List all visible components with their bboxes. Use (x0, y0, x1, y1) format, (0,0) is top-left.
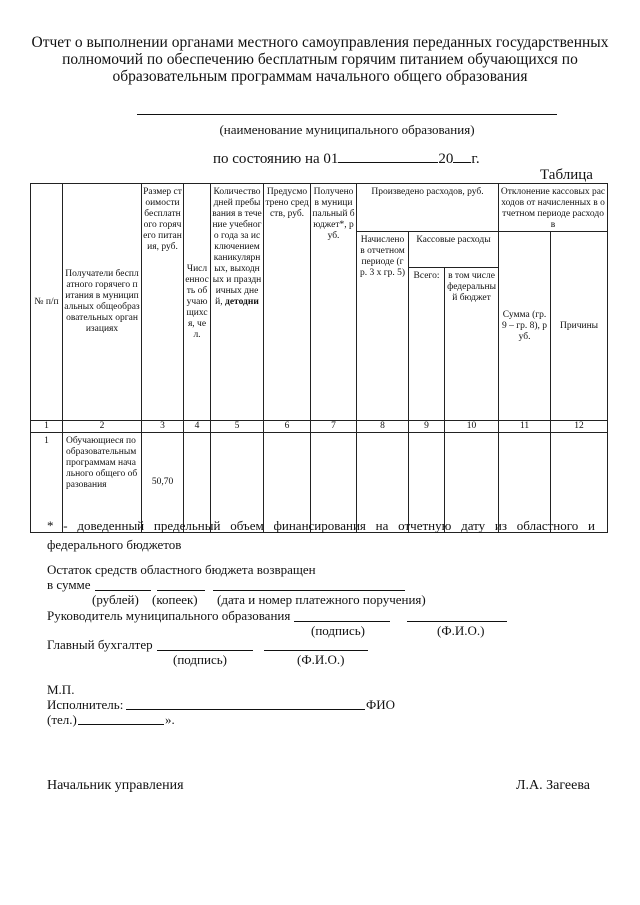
tel-line (78, 724, 164, 725)
state-suffix: г. (471, 151, 480, 167)
header-days (211, 184, 264, 421)
header-days-text: Количество дней пребывания в течение учебного года за исключением каникулярных, выходных и праздничных дней, (212, 187, 262, 307)
header-accrued: Начислено в отчетном периоде (гр. 3 х гр. 5) (357, 232, 409, 421)
executor-label: Исполнитель: (47, 697, 124, 712)
state-year-blank (453, 150, 471, 163)
column-number: 11 (499, 421, 551, 433)
accountant-fio-line (264, 650, 368, 651)
kop-caption: (копеек) (152, 592, 198, 607)
column-number: 1 (31, 421, 63, 433)
column-number: 5 (211, 421, 264, 433)
header-deviation: Отклонение кассовых расходов от начисленных в отчетном периоде расходов (499, 184, 608, 232)
rub-caption: (рублей) (92, 592, 139, 607)
executor-fio: ФИО (366, 697, 396, 712)
state-day-blank (338, 150, 438, 163)
kop-blank (157, 590, 205, 591)
tel-suffix: ». (165, 712, 175, 727)
column-number: 7 (311, 421, 357, 433)
header-num: № п/п (31, 184, 63, 421)
head-fio-caption: (Ф.И.О.) (437, 623, 485, 638)
stamp-place: М.П. (47, 682, 75, 697)
column-number: 6 (264, 421, 311, 433)
head-signature-line (294, 621, 390, 622)
header-federal: в том числе федеральный бюджет (445, 268, 499, 421)
report-table (30, 183, 608, 533)
in-sum-label: в сумме (47, 577, 91, 592)
chief-name: Л.А. Загеева (516, 778, 590, 793)
report-title: Отчет о выполнении органами местного самоуправления переданных государственных полномочий по обеспечению бесплатным горячим питанием обучающихся по образовательным программам начального общего образования (31, 34, 609, 85)
payment-blank (213, 590, 405, 591)
municipality-name-line (137, 114, 557, 115)
header-cost: Размер стоимости бесплатного горячего питания, руб. (142, 184, 184, 421)
column-number: 8 (357, 421, 409, 433)
head-label: Руководитель муниципального образования (47, 608, 291, 623)
row-num: 1 (31, 433, 63, 533)
header-reason: Причины (551, 232, 608, 421)
accountant-signature-line (157, 650, 253, 651)
rub-blank (95, 590, 151, 591)
header-received: Получено в муниципальный бюджет*, руб. (311, 184, 357, 421)
table-label: Таблица (540, 167, 593, 183)
column-number: 2 (63, 421, 142, 433)
header-total: Всего: (409, 268, 445, 421)
column-number: 12 (551, 421, 608, 433)
municipality-caption: (наименование муниципального образования) (219, 122, 475, 137)
column-number: 4 (184, 421, 211, 433)
header-cash: Кассовые расходы (409, 232, 499, 268)
footnote: * - доведенный предельный объем финансирования на отчетную дату из областного и федерального бюджетов (47, 518, 595, 552)
column-number: 9 (409, 421, 445, 433)
tel-label: (тел.) (47, 712, 77, 727)
header-spent: Произведено расходов, руб. (357, 184, 499, 232)
row-cost: 50,70 (142, 433, 184, 533)
state-date (213, 150, 480, 168)
header-count: Численность обучающихся, чел. (184, 184, 211, 421)
header-sum: Сумма (гр. 9 – гр. 8), руб. (499, 232, 551, 421)
chief-label: Начальник управления (47, 778, 184, 793)
balance-line: Остаток средств областного бюджета возвращен (47, 562, 316, 577)
header-days-bold: детодни (225, 297, 259, 307)
header-planned: Предусмотрено средств, руб. (264, 184, 311, 421)
accountant-signature-caption: (подпись) (173, 652, 227, 667)
head-signature-caption: (подпись) (311, 623, 365, 638)
state-prefix: по состоянию на 01 (213, 151, 339, 167)
executor-line (126, 709, 365, 710)
payment-caption: (дата и номер платежного поручения) (217, 592, 426, 607)
accountant-label: Главный бухгалтер (47, 637, 153, 652)
column-number: 3 (142, 421, 184, 433)
accountant-fio-caption: (Ф.И.О.) (297, 652, 345, 667)
head-fio-line (407, 621, 507, 622)
header-recipients: Получатели бесплатного горячего питания в муниципальных общеобразовательных организациях (63, 184, 142, 421)
column-number: 10 (445, 421, 499, 433)
state-mid: 20 (438, 151, 454, 167)
row-recipients: Обучающиеся по образовательным программам начального общего образования (63, 433, 142, 533)
